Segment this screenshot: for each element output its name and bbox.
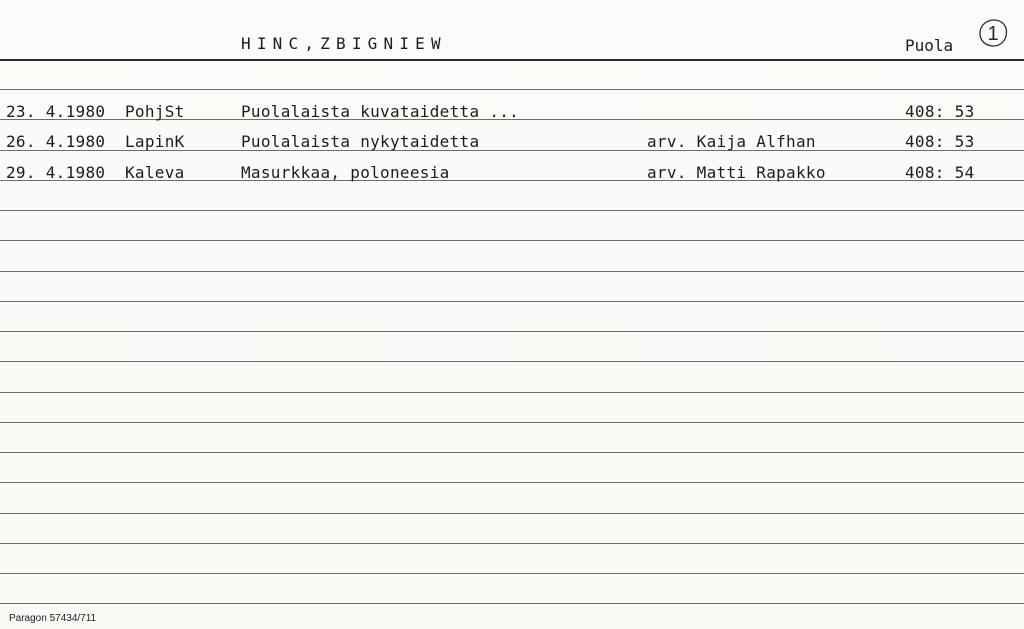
ruled-line [0, 331, 1024, 332]
card-number: 1 [987, 23, 999, 45]
ruled-line [0, 271, 1024, 272]
card-name: HINC,ZBIGNIEW [241, 34, 447, 53]
entry-ref: 408: 53 [905, 132, 975, 151]
printer-imprint: Paragon 57434/711 [9, 613, 97, 624]
ruled-line [0, 301, 1024, 302]
entry-paper: LapinK [125, 132, 185, 151]
ruled-line [0, 573, 1024, 574]
entry-paper: Kaleva [125, 163, 185, 182]
entry-paper: PohjSt [125, 102, 185, 121]
ruled-line [0, 210, 1024, 211]
ruled-line [0, 513, 1024, 514]
entry-title: Puolalaista nykytaidetta [241, 132, 480, 151]
entry-author: arv. Kaija Alfhan [647, 132, 816, 151]
ruled-line [0, 543, 1024, 544]
ruled-line [0, 240, 1024, 241]
ruled-line [0, 603, 1024, 604]
entry-date: 29. 4.1980 [6, 163, 106, 182]
entry-ref: 408: 53 [905, 102, 975, 121]
ruled-line [0, 482, 1024, 483]
ruled-line [0, 422, 1024, 423]
ruled-line [0, 89, 1024, 90]
header-rule [0, 59, 1024, 61]
entry-author: arv. Matti Rapakko [647, 163, 826, 182]
entry-ref: 408: 54 [905, 163, 975, 182]
entry-date: 23. 4.1980 [6, 102, 106, 121]
entry-date: 26. 4.1980 [6, 132, 106, 151]
circled-card-number [977, 17, 1009, 49]
ruled-line [0, 452, 1024, 453]
ruled-line [0, 392, 1024, 393]
card-country: Puola [905, 36, 954, 55]
entry-title: Puolalaista kuvataidetta ... [241, 102, 520, 121]
entry-title: Masurkkaa, poloneesia [241, 163, 450, 182]
ruled-line [0, 361, 1024, 362]
